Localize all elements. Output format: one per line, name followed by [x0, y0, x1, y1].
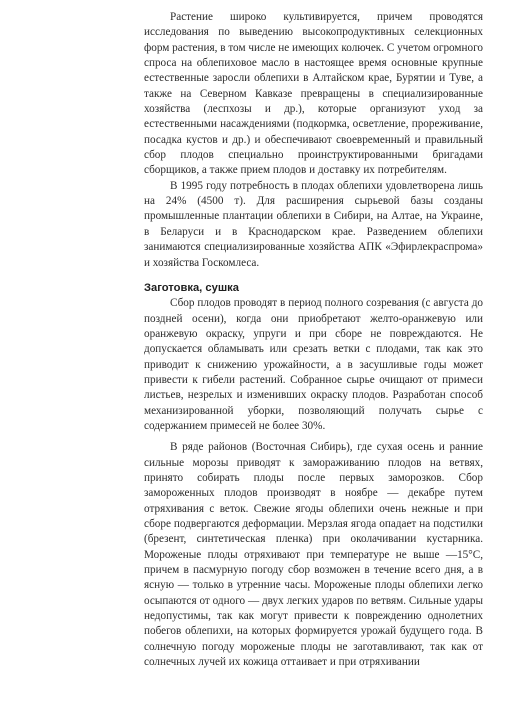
paragraph-cultivation: Растение широко культивируется, причем проводятся исследования по выведению высокопродуктивных селекционных форм растения, в том числе не имеющих колючек. С учетом огромного спроса на облепиховое масло в настоящее время основные крупные естественные заросли облепихи в Алтайском крае, Бурятии и Туве, а также на Северном Кавказе превращены в специализированные хозяйства (леспхозы и др.), которые организуют уход за естественными насаждениями (подкормка, осветление, прореживание, посадка кустов и др.) и обеспечивают своевременный и правильный сбор плодов специально проинструктированными бригадами сборщиков, а также прием плодов и доставку их потребителям.	[144, 11, 483, 177]
paragraph-harvest-timing: Сбор плодов проводят в период полного созревания (с августа до поздней осени), когда они приобретают желто-оранжевую или оранжевую окраску, упруги и при сборе не повреждаются. Не допускается обламывать или срезать ветки с плодами, так как это приводит к снижению урожайности, а в засушливые годы может привести к гибели растений. Собранное сырье очищают от примеси листьев, незрелых и изменивших окраску плодов. Разработан способ механизированной уборки, позволяющий получать сырье с содержанием примесей не более 30%.	[144, 297, 483, 432]
paragraph-frozen-harvest: В ряде районов (Восточная Сибирь), где сухая осень и ранние сильные морозы приводят к замораживанию плодов на ветвях, принято собирать плоды после первых заморозков. Сбор замороженных плодов производят в ноябре — декабре путем отряхивания с веток. Свежие ягоды облепихи очень нежные и при сборе подвергаются деформации. Мерзлая ягода опадает на подстилки (брезент, синтетическая пленка) при околачивании кустарника. Мороженые плоды отряхивают при температуре не выше —15°С, причем в пасмурную погоду сбор возможен в течение всего дня, а в ясную — только в утренние часы. Мороженые плоды облепихи легко осыпаются от одного — двух легких ударов по ветвям. Сильные удары недопустимы, так как могут привести к повреждению однолетних побегов облепихи, на которых формируется урожай будущего года. В солнечную погоду мороженые плоды не заготавливают, так как от солнечных лучей их кожица оттаивает и при отряхивании	[144, 441, 483, 669]
document-page	[144, 10, 483, 670]
paragraph-demand-1995: В 1995 году потребность в плодах облепихи удовлетворена лишь на 24% (4500 т). Для расширения сырьевой базы созданы промышленные плантации облепихи в Сибири, на Алтае, на Украине, в Беларуси и в Краснодарском крае. Разведением облепихи занимаются специализированные хозяйства АПК «Эфирлекраспрома» и хозяйства Госкомлеса.	[144, 179, 483, 269]
section-heading-harvesting: Заготовка, сушка	[144, 281, 239, 294]
